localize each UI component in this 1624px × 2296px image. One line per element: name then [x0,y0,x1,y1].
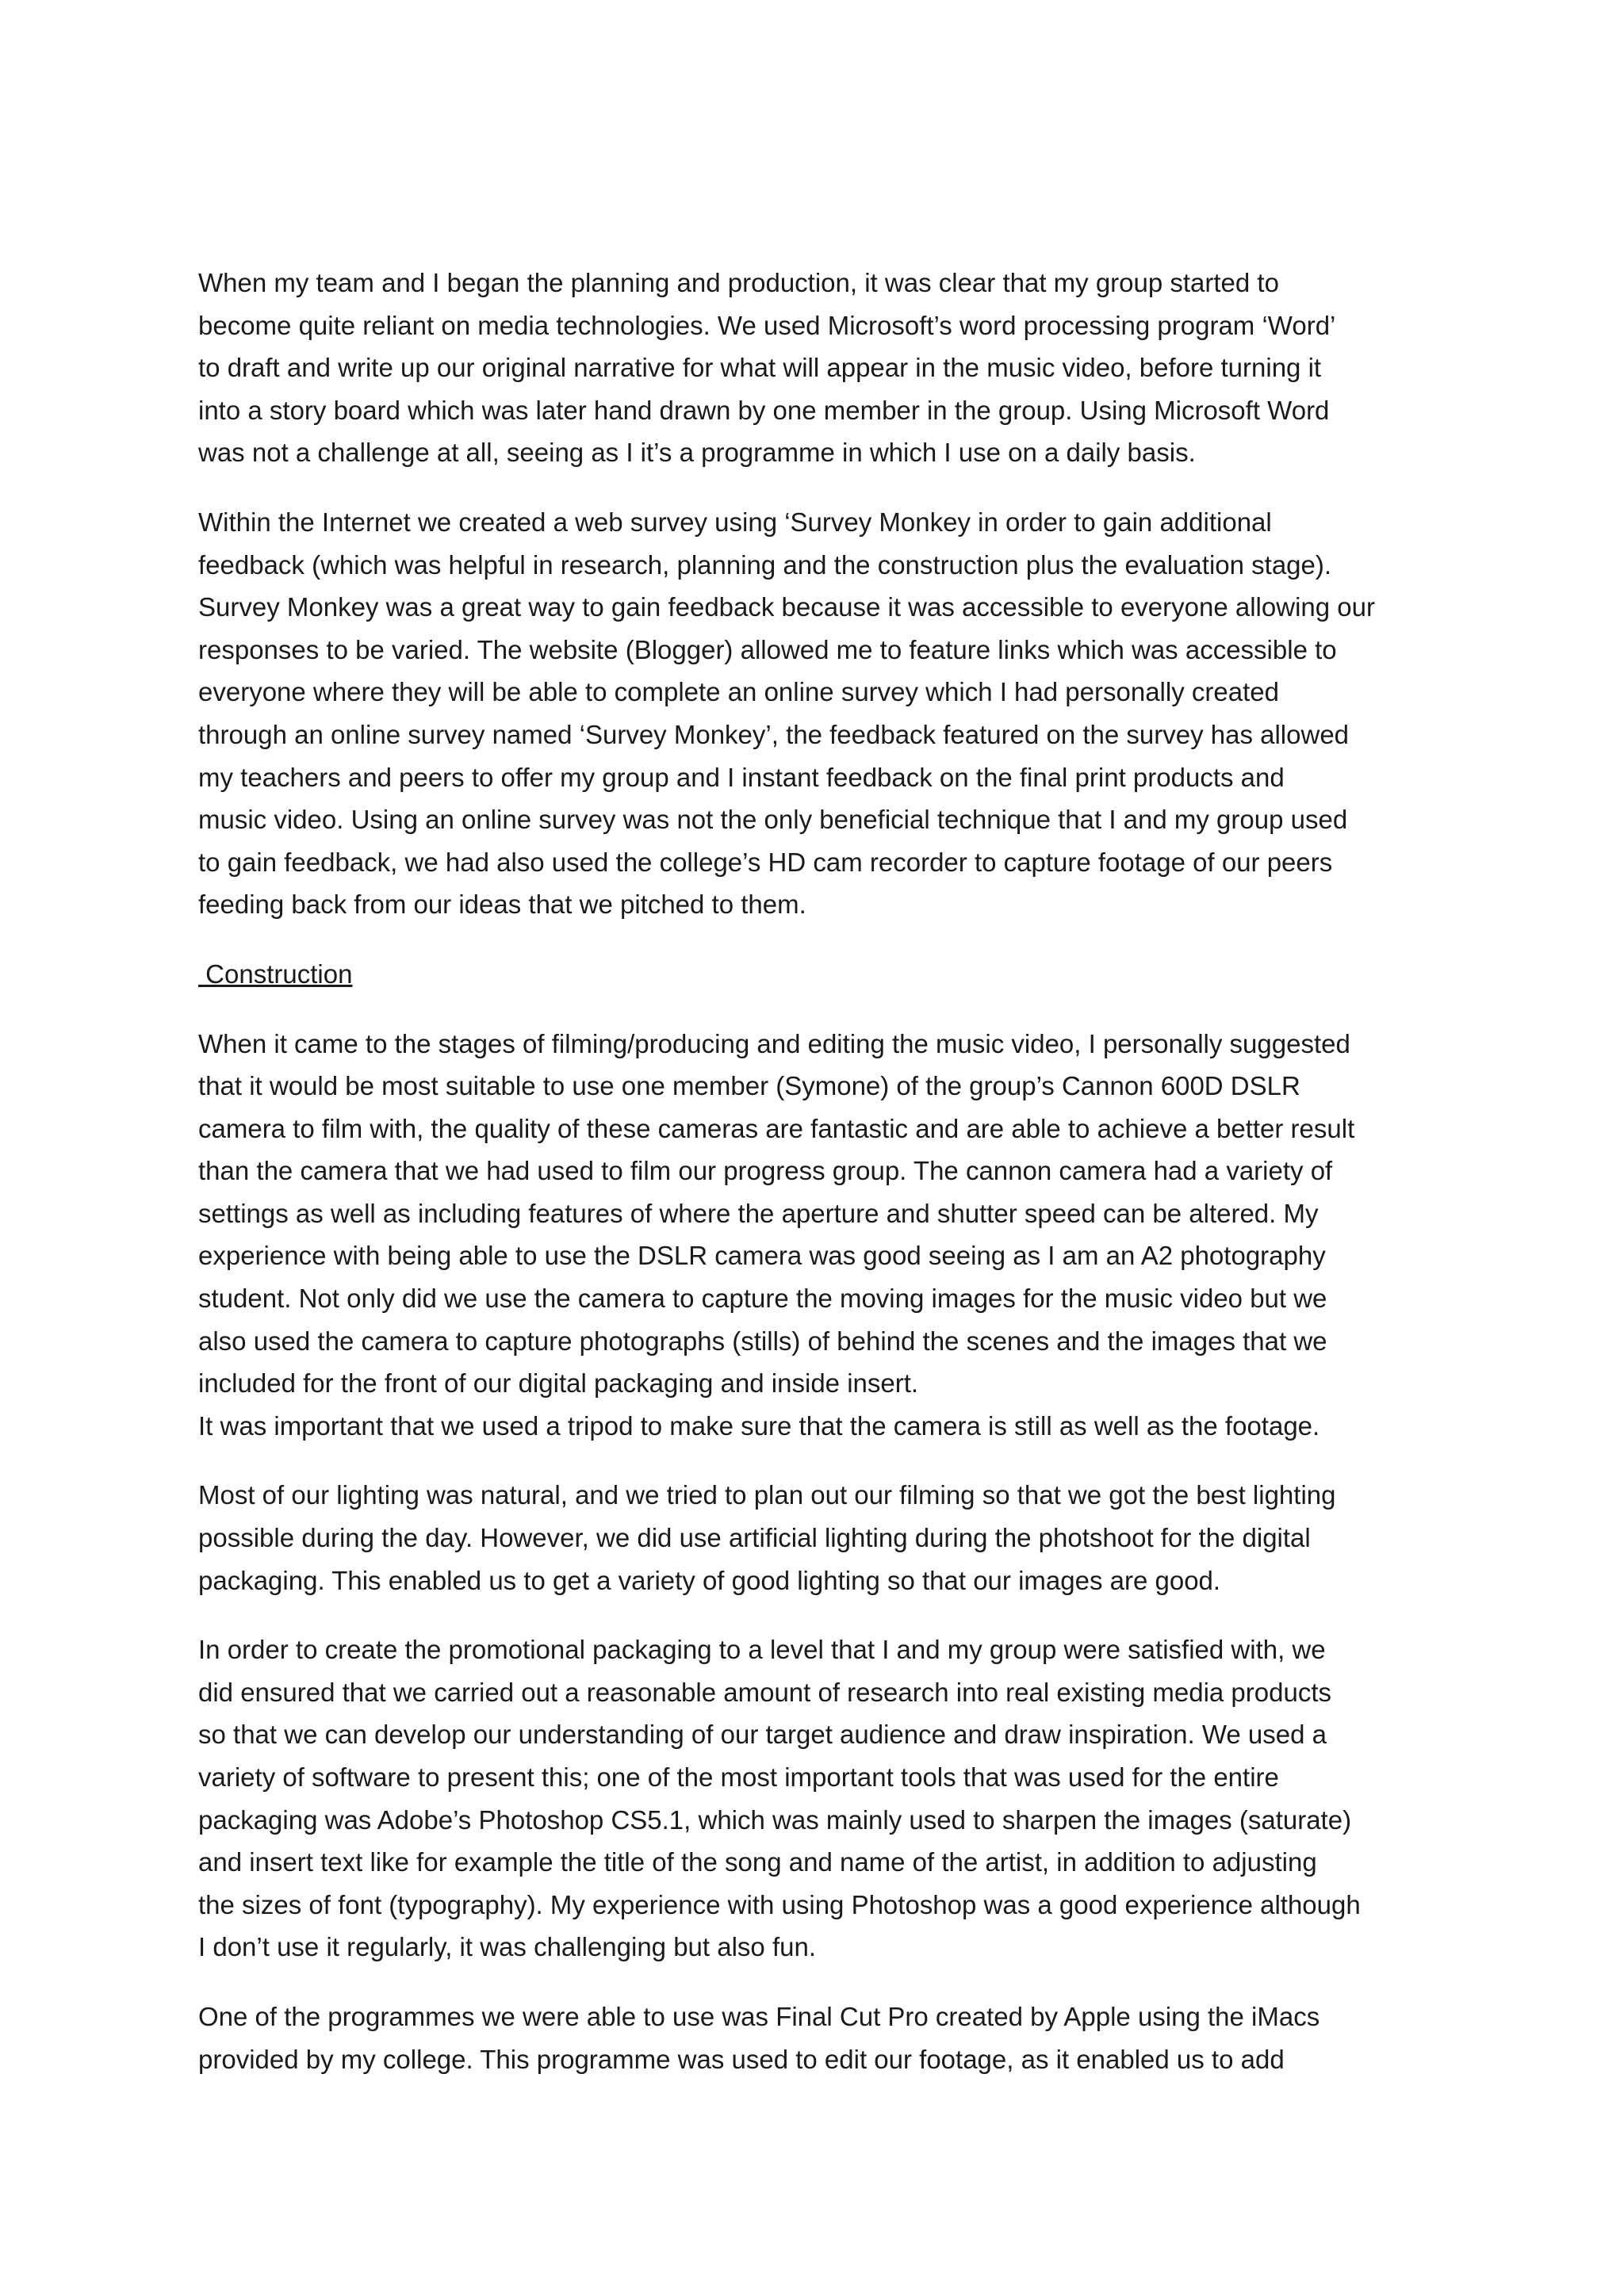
text-line: than the camera that we had used to film our progress group. The cannon camera had a variety of [198,1156,1333,1186]
paragraph-filming [198,1023,1451,1448]
text-line: possible during the day. However, we did use artificial lighting during the photshoot for the digital [198,1523,1311,1553]
paragraph-packaging [198,1628,1451,1969]
text-line: also used the camera to capture photographs (stills) of behind the scenes and the images that we [198,1326,1327,1356]
text-line: One of the programmes we were able to use was Final Cut Pro created by Apple using the iMacs [198,2001,1320,2031]
section-heading-construction: Construction [198,959,353,989]
text-line: provided by my college. This programme was used to edit our footage, as it enabled us to add [198,2044,1285,2074]
text-line: Within the Internet we created a web survey using ‘Survey Monkey in order to gain additional [198,507,1272,537]
text-line: packaging. This enabled us to get a variety of good lighting so that our images are good. [198,1565,1221,1595]
text-line: was not a challenge at all, seeing as I it’s a programme in which I use on a daily basis. [198,438,1196,468]
text-line: camera to film with, the quality of these cameras are fantastic and are able to achieve a better result [198,1113,1355,1143]
text-line: everyone where they will be able to complete an online survey which I had personally created [198,677,1279,707]
document-body [198,262,1451,2080]
text-line: so that we can develop our understanding of our target audience and draw inspiration. We used a [198,1720,1327,1750]
text-line: included for the front of our digital packaging and inside insert. [198,1368,919,1399]
text-line: through an online survey named ‘Survey Monkey’, the feedback featured on the survey has allowed [198,719,1350,749]
text-line: settings as well as including features of where the aperture and shutter speed can be altered. My [198,1198,1319,1228]
text-line: into a story board which was later hand drawn by one member in the group. Using Microsoft Word [198,395,1330,425]
text-line: variety of software to present this; one of the most important tools that was used for the entire [198,1762,1279,1792]
paragraph-lighting [198,1474,1451,1601]
text-line: the sizes of font (typography). My experience with using Photoshop was a good experience although [198,1889,1361,1919]
text-line: that it would be most suitable to use one member (Symone) of the group’s Cannon 600D DSLR [198,1071,1300,1101]
text-line: to draft and write up our original narrative for what will appear in the music video, before turning it [198,353,1322,383]
text-line: become quite reliant on media technologies. We used Microsoft’s word processing program ‘Word’ [198,310,1336,340]
text-line: I don’t use it regularly, it was challenging but also fun. [198,1932,816,1962]
text-line: It was important that we used a tripod to make sure that the camera is still as well as the footage. [198,1410,1320,1441]
text-line: my teachers and peers to offer my group and I instant feedback on the final print products and [198,762,1285,792]
text-line: When it came to the stages of filming/producing and editing the music video, I personally suggested [198,1028,1350,1058]
text-line: packaging was Adobe’s Photoshop CS5.1, which was mainly used to sharpen the images (saturate) [198,1804,1352,1835]
text-line: and insert text like for example the title of the song and name of the artist, in addition to adjusting [198,1847,1317,1877]
text-line: feeding back from our ideas that we pitched to them. [198,890,806,920]
text-line: to gain feedback, we had also used the college’s HD cam recorder to capture footage of our peers [198,847,1333,877]
text-line: Survey Monkey was a great way to gain feedback because it was accessible to everyone allowing our [198,592,1375,622]
text-line: did ensured that we carried out a reasonable amount of research into real existing media products [198,1677,1331,1707]
text-line: responses to be varied. The website (Blogger) allowed me to feature links which was accessible to [198,634,1337,664]
paragraph-final-cut [198,1996,1451,2080]
text-line: feedback (which was helpful in research, planning and the construction plus the evaluation stage). [198,549,1332,580]
paragraph-planning [198,262,1451,474]
text-line: student. Not only did we use the camera to capture the moving images for the music video but we [198,1284,1327,1314]
text-line: Most of our lighting was natural, and we tried to plan out our filming so that we got the best lighting [198,1480,1336,1510]
text-line: experience with being able to use the DSLR camera was good seeing as I am an A2 photography [198,1241,1326,1271]
text-line: When my team and I began the planning and production, it was clear that my group started to [198,268,1279,297]
paragraph-survey [198,501,1451,926]
text-line: In order to create the promotional packaging to a level that I and my group were satisfied with, we [198,1635,1326,1665]
text-line: music video. Using an online survey was not the only beneficial technique that I and my group used [198,805,1348,835]
